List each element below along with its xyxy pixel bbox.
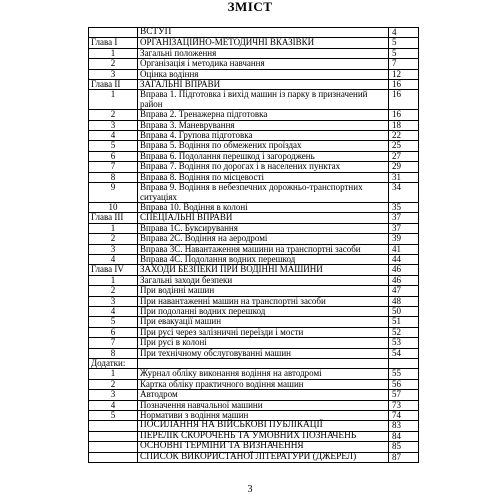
toc-row: [89, 59, 419, 69]
toc-number-cell: 7: [89, 162, 138, 172]
toc-entry-cell: При русі через залізничні переїзди і мости: [138, 327, 389, 337]
toc-entry-cell: При водінні машин: [138, 286, 389, 296]
toc-page-cell: 22: [389, 131, 419, 141]
toc-number-cell: 8: [89, 348, 138, 358]
toc-page-cell: 56: [389, 379, 419, 389]
toc-entry-cell: ЗАХОДИ БЕЗПЕКИ ПРИ ВОДІННІ МАШИНИ: [138, 265, 389, 275]
toc-number-cell: 1: [89, 275, 138, 285]
toc-entry-cell: Вправа 10. Водіння в колоні: [138, 202, 389, 212]
toc-row: [89, 338, 419, 348]
toc-row: [89, 234, 419, 244]
toc-entry-cell: Вправа 3С. Навантаження машини на транспортні засоби: [138, 244, 389, 254]
toc-number-cell: [89, 452, 138, 462]
toc-entry-cell: ПЕРЕЛІК СКОРОЧЕНЬ ТА УМОВНИХ ПОЗНАЧЕНЬ: [138, 431, 389, 441]
toc-page-cell: 48: [389, 296, 419, 306]
toc-page-cell: 47: [389, 286, 419, 296]
toc-page-cell: 55: [389, 369, 419, 379]
toc-row: [89, 421, 419, 431]
toc-row: [89, 69, 419, 79]
toc-row: [89, 265, 419, 275]
toc-entry-cell: ПОСИЛАННЯ НА ВІЙСЬКОВІ ПУБЛІКАЦІЇ: [138, 421, 389, 431]
toc-row: [89, 254, 419, 264]
toc-entry-cell: При подоланні водних перешкод: [138, 306, 389, 316]
toc-number-cell: 2: [89, 59, 138, 69]
toc-row: [89, 348, 419, 358]
toc-entry-cell: ЗАГАЛЬНІ ВПРАВИ: [138, 80, 389, 90]
toc-number-cell: 3: [89, 390, 138, 400]
toc-number-cell: 4: [89, 254, 138, 264]
toc-page-cell: 85: [389, 442, 419, 452]
toc-number-cell: Глава IV: [89, 265, 138, 275]
toc-entry-cell: Нормативи з водіння машин: [138, 411, 389, 421]
toc-page-cell: 37: [389, 213, 419, 223]
toc-row: [89, 431, 419, 441]
toc-page-cell: 44: [389, 254, 419, 264]
toc-entry-cell: Вправа 5. Водіння по обмежених проїздах: [138, 141, 389, 151]
toc-page-cell: 12: [389, 69, 419, 79]
toc-row: [89, 90, 419, 110]
toc-row: [89, 131, 419, 141]
toc-number-cell: Глава II: [89, 80, 138, 90]
toc-entry-cell: При навантаженні машин на транспортні засоби: [138, 296, 389, 306]
toc-page-cell: 35: [389, 202, 419, 212]
toc-title: ЗМІСТ: [227, 0, 273, 14]
toc-row: [89, 442, 419, 452]
toc-row: [89, 317, 419, 327]
toc-entry-cell: ВСТУП: [138, 28, 389, 38]
toc-page-cell: 27: [389, 151, 419, 161]
toc-page-cell: 87: [389, 452, 419, 462]
toc-page-cell: 18: [389, 120, 419, 130]
toc-page-cell: 25: [389, 141, 419, 151]
toc-number-cell: 2: [89, 110, 138, 120]
toc-row: [89, 275, 419, 285]
toc-entry-cell: ОСНОВНІ ТЕРМІНИ ТА ВИЗНАЧЕННЯ: [138, 442, 389, 452]
toc-entry-cell: Автодром: [138, 390, 389, 400]
toc-page-cell: 39: [389, 234, 419, 244]
toc-row: [89, 162, 419, 172]
toc-row: [89, 151, 419, 161]
toc-entry-cell: СПИСОК ВИКОРИСТАНОЇ ЛІТЕРАТУРИ (ДЖЕРЕЛ): [138, 452, 389, 462]
toc-entry-cell: ОРГАНІЗАЦІЙНО-МЕТОДИЧНІ ВКАЗІВКИ: [138, 38, 389, 48]
toc-page-cell: 41: [389, 244, 419, 254]
toc-row: [89, 306, 419, 316]
toc-entry-cell: Вправа 2С. Водіння на аеродромі: [138, 234, 389, 244]
toc-page-cell: 29: [389, 162, 419, 172]
toc-entry-cell: При русі в колоні: [138, 338, 389, 348]
toc-entry-cell: Вправа 6. Подолання перешкод і загороджень: [138, 151, 389, 161]
toc-entry-cell: Журнал обліку виконання водіння на автодромі: [138, 369, 389, 379]
toc-entry-cell: Загальні положення: [138, 48, 389, 58]
toc-number-cell: 1: [89, 223, 138, 233]
toc-row: [89, 452, 419, 462]
toc-number-cell: 5: [89, 411, 138, 421]
toc-number-cell: 4: [89, 306, 138, 316]
toc-page-cell: 7: [389, 59, 419, 69]
toc-entry-cell: Організація і методика навчання: [138, 59, 389, 69]
toc-page-cell: 57: [389, 390, 419, 400]
toc-row: [89, 202, 419, 212]
toc-number-cell: 4: [89, 400, 138, 410]
toc-entry-cell: [138, 359, 389, 369]
toc-row: [89, 120, 419, 130]
toc-row: [89, 38, 419, 48]
toc-page-cell: 54: [389, 348, 419, 358]
toc-page-cell: 16: [389, 90, 419, 110]
toc-page-cell: 83: [389, 421, 419, 431]
toc-row: [89, 48, 419, 58]
toc-number-cell: [89, 442, 138, 452]
toc-row: [89, 110, 419, 120]
toc-page-cell: 51: [389, 317, 419, 327]
toc-number-cell: [89, 421, 138, 431]
toc-row: [89, 80, 419, 90]
toc-page-cell: 50: [389, 306, 419, 316]
toc-entry-cell: Вправа 1С. Буксирування: [138, 223, 389, 233]
toc-number-cell: 1: [89, 48, 138, 58]
toc-entry-cell: Вправа 1. Підготовка і вихід машин із парку в призначений район: [138, 90, 389, 110]
toc-entry-cell: Вправа 4. Групова підготовка: [138, 131, 389, 141]
toc-row: [89, 359, 419, 369]
toc-number-cell: 7: [89, 338, 138, 348]
page-number: 3: [247, 484, 253, 495]
toc-number-cell: 3: [89, 296, 138, 306]
toc-page-cell: 31: [389, 172, 419, 182]
toc-number-cell: 3: [89, 120, 138, 130]
toc-entry-cell: Вправа 2. Тренажерна підготовка: [138, 110, 389, 120]
toc-number-cell: 1: [89, 369, 138, 379]
toc-number-cell: 2: [89, 286, 138, 296]
toc-number-cell: [89, 431, 138, 441]
toc-number-cell: 9: [89, 183, 138, 203]
toc-entry-cell: Вправа 8. Водіння по місцевості: [138, 172, 389, 182]
toc-number-cell: 6: [89, 151, 138, 161]
toc-entry-cell: Вправа 7. Водіння по дорогах і в населених пунктах: [138, 162, 389, 172]
toc-row: [89, 379, 419, 389]
toc-page-cell: 16: [389, 110, 419, 120]
toc-page-cell: 46: [389, 275, 419, 285]
toc-number-cell: 5: [89, 317, 138, 327]
toc-entry-cell: Позначення навчальної машини: [138, 400, 389, 410]
toc-row: [89, 28, 419, 38]
toc-row: [89, 296, 419, 306]
toc-row: [89, 213, 419, 223]
toc-page-cell: 73: [389, 400, 419, 410]
toc-row: [89, 172, 419, 182]
toc-page-cell: 53: [389, 338, 419, 348]
toc-page-cell: 5: [389, 38, 419, 48]
toc-number-cell: 6: [89, 327, 138, 337]
toc-number-cell: 8: [89, 172, 138, 182]
toc-row: [89, 400, 419, 410]
toc-page-cell: 46: [389, 265, 419, 275]
toc-row: [89, 141, 419, 151]
toc-page-cell: 52: [389, 327, 419, 337]
toc-table: [88, 27, 419, 463]
toc-number-cell: 10: [89, 202, 138, 212]
toc-number-cell: 4: [89, 131, 138, 141]
toc-row: [89, 223, 419, 233]
toc-row: [89, 327, 419, 337]
toc-number-cell: 2: [89, 379, 138, 389]
toc-number-cell: 5: [89, 141, 138, 151]
toc-page-cell: 16: [389, 80, 419, 90]
toc-page-cell: 74: [389, 411, 419, 421]
toc-row: [89, 183, 419, 203]
toc-row: [89, 244, 419, 254]
toc-entry-cell: Вправа 4С. Подолання водних перешкод: [138, 254, 389, 264]
toc-entry-cell: Вправа 3. Маневрування: [138, 120, 389, 130]
toc-entry-cell: При технічному обслуговуванні машин: [138, 348, 389, 358]
toc-entry-cell: При евакуації машин: [138, 317, 389, 327]
toc-number-cell: Глава III: [89, 213, 138, 223]
toc-number-cell: 3: [89, 244, 138, 254]
toc-entry-cell: СПЕЦІАЛЬНІ ВПРАВИ: [138, 213, 389, 223]
toc-entry-cell: Оцінка водіння: [138, 69, 389, 79]
toc-number-cell: 2: [89, 234, 138, 244]
toc-page-cell: 34: [389, 183, 419, 203]
toc-page-cell: 37: [389, 223, 419, 233]
toc-number-cell: 1: [89, 90, 138, 110]
toc-page-cell: [389, 359, 419, 369]
toc-number-cell: [89, 28, 138, 38]
toc-row: [89, 286, 419, 296]
toc-entry-cell: Вправа 9. Водіння в небезпечних дорожньо-транспортних ситуаціях: [138, 183, 389, 203]
toc-row: [89, 390, 419, 400]
toc-number-cell: Глава I: [89, 38, 138, 48]
toc-page-cell: 84: [389, 431, 419, 441]
toc-page-cell: 5: [389, 48, 419, 58]
toc-page-cell: 4: [389, 28, 419, 38]
toc-number-cell: Додатки:: [89, 359, 138, 369]
toc-entry-cell: Загальні заходи безпеки: [138, 275, 389, 285]
toc-number-cell: 3: [89, 69, 138, 79]
toc-entry-cell: Картка обліку практичного водіння машин: [138, 379, 389, 389]
toc-row: [89, 369, 419, 379]
